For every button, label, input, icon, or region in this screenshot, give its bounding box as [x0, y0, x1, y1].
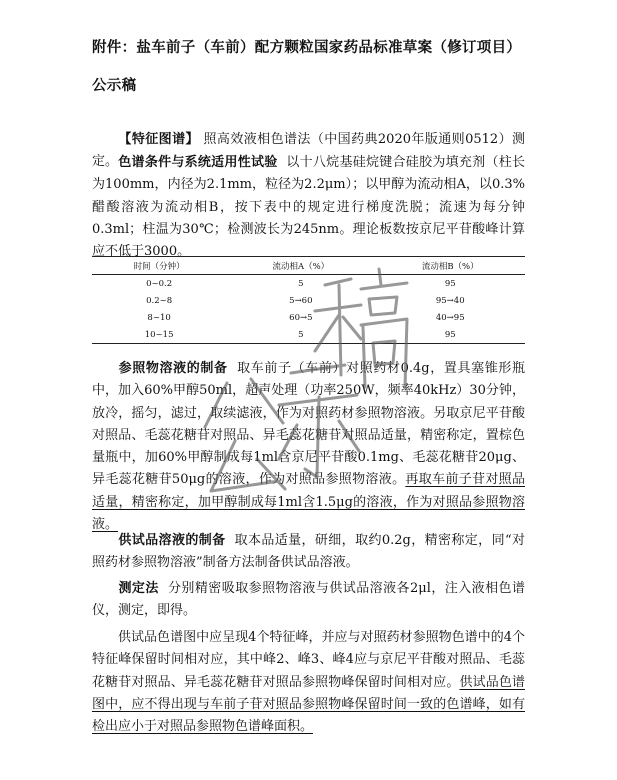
method-paragraph [92, 578, 525, 623]
table-cell: 10~15 [144, 329, 174, 340]
table-cell: 60→5 [289, 312, 313, 323]
test-solution-heading: 供试品溶液的制备 [118, 533, 226, 548]
table-cell: 5 [298, 278, 304, 289]
result-revised-text: 供试品色谱图中，应不得出现与车前子苷对照品参照物峰保留时间一致的色谱峰，如有检出应小于对照品参照物色谱峰面积。 [92, 674, 525, 735]
table-row [92, 292, 525, 309]
reference-revised-text: 再取车前子苷对照品适量，精密称定，加甲醇制成每1ml含1.5μg的溶液，作为对照品参照物溶液。 [92, 472, 525, 533]
table-cell: 0.2~8 [146, 295, 173, 306]
gradient-table [92, 256, 525, 344]
chromatography-text: 以十八烷基硅烷键合硅胶为填充剂（柱长为100mm，内径为2.1mm，粒径为2.2μm）；以甲醇为流动相A，以0.3%醋酸溶液为流动相B，按下表中的规定进行梯度洗脱；流速为每分钟0.3ml；柱温为30℃；检测波长为245nm。理论板数按京尼平苷酸峰计算应不低于3000。 [92, 155, 525, 260]
table-header-time: 时间（分钟） [133, 261, 185, 272]
chromatography-heading: 色谱条件与系统适用性试验 [118, 155, 278, 170]
test-solution-paragraph [92, 530, 525, 575]
test-solution-text: 取本品适量，研细，取约0.2g，精密称定，同“对照药材参照物溶液”制备方法制备供试品溶液。 [92, 533, 525, 571]
table-header-phase-b: 流动相B（%） [421, 261, 479, 272]
document-title: 附件：盐车前子（车前）配方颗粒国家药品标准草案（修订项目） [92, 39, 522, 56]
table-cell: 95 [444, 329, 456, 340]
table-header-phase-a: 流动相A（%） [272, 261, 330, 272]
spectrum-text: 照高效液相色谱法（中国药典2020年版通则0512）测定。 [92, 132, 525, 170]
table-row [92, 326, 525, 344]
reference-heading: 参照物溶液的制备 [118, 361, 228, 376]
table-cell: 40→95 [435, 312, 465, 323]
spectrum-heading: 【特征图谱】 [118, 132, 199, 147]
document-subtitle: 公示稿 [92, 77, 137, 94]
result-text: 供试品色谱图中应呈现4个特征峰，并应与对照药材参照物色谱中的4个特征峰保留时间相对应，其中峰2、峰3、峰4应与京尼平苷酸对照品、毛蕊花糖苷对照品、异毛蕊花糖苷对照品参照物峰保留时间相对应。 [92, 630, 525, 690]
table-cell: 95→40 [435, 295, 465, 306]
reference-text: 取车前子（车前）对照药材0.4g，置具塞锥形瓶中，加入60%甲醇50ml，超声处理（功率250W，频率40kHz）30分钟，放冷，摇匀，滤过，取续滤液，作为对照药材参照物溶液。另取京尼平苷酸对照品、毛蕊花糖苷对照品、异毛蕊花糖苷对照品适量，精密称定，置棕色量瓶中，加60%甲醇制成每1ml含京尼平苷酸0.1mg、毛蕊花糖苷20μg、异毛蕊花糖苷50μg的溶液，作为对照品参照物溶液。 [92, 361, 525, 488]
reference-paragraph [92, 358, 525, 536]
table-cell: 0~0.2 [146, 278, 173, 289]
table-cell: 5 [298, 329, 304, 340]
result-paragraph [92, 627, 525, 738]
chromatography-paragraph [92, 152, 525, 263]
table-header-row [92, 257, 525, 275]
table-row [92, 309, 525, 326]
table-cell: 8~10 [147, 312, 171, 323]
table-cell: 95 [444, 278, 456, 289]
table-cell: 5→60 [289, 295, 313, 306]
method-text: 分别精密吸取参照物溶液与供试品溶液各2μl，注入液相色谱仪，测定，即得。 [92, 581, 525, 619]
method-heading: 测定法 [118, 581, 159, 596]
table-row [92, 275, 525, 293]
